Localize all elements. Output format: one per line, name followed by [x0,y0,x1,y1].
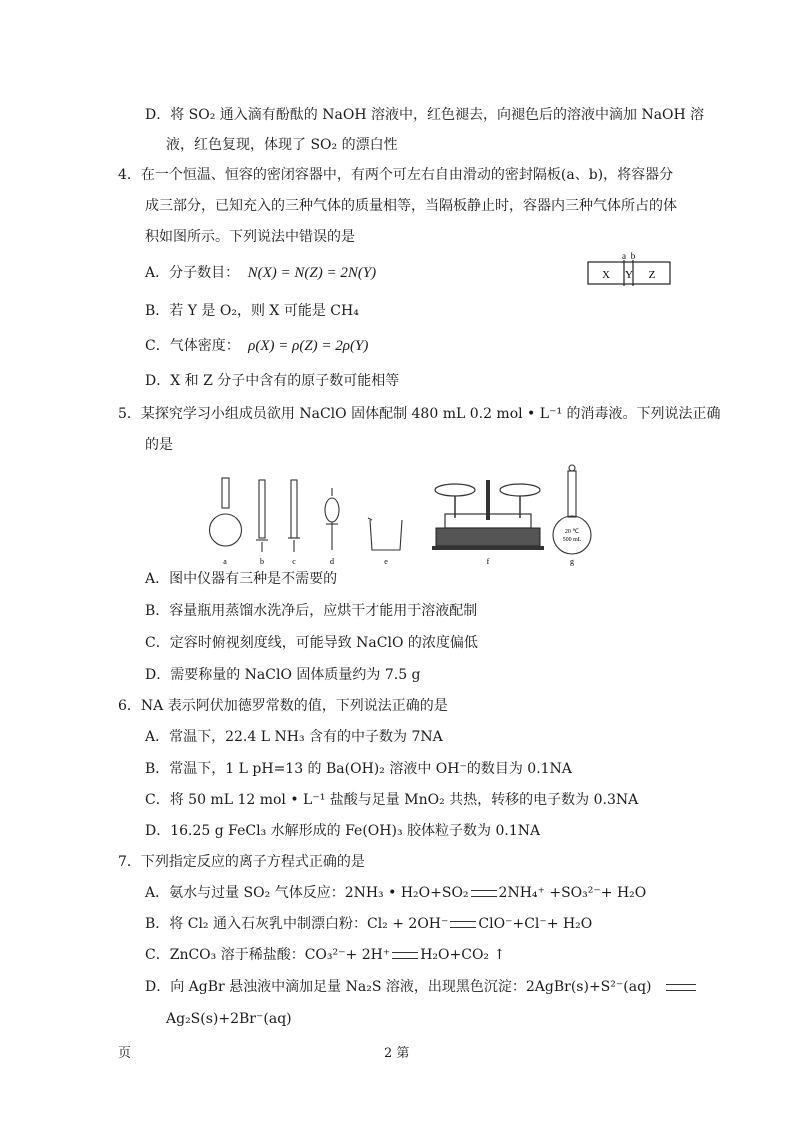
q4-stem-line3: 积如图所示。下列说法中错误的是 [145,229,355,245]
separatory-funnel-icon [325,488,339,550]
partition-label-a: a [622,251,626,261]
round-flask-icon [210,478,242,546]
q5-option-d: D．需要称量的 NaClO 固体质量约为 7.5 g [145,667,421,683]
q4-option-c [145,337,368,355]
q7-option-b-left: B．将 Cl₂ 通入石灰乳中制漂白粉：Cl₂ + 2OH⁻ [145,916,449,932]
q7-option-d-line1 [145,978,698,996]
flask-volume-label: 500 mL [562,537,582,543]
partition-label-b: b [630,251,636,261]
q7-option-d-line2: Ag₂S(s)+2Br⁻(aq) [166,1011,292,1027]
q6-option-c: C．将 50 mL 12 mol • L⁻¹ 盐酸与足量 MnO₂ 共热，转移的电子数为 0.3NA [145,792,639,808]
cell-x: X [602,269,610,281]
q4-stem-line2: 成三部分，已知充入的三种气体的质量相等，当隔板静止时，容器内三种气体所占的体 [145,198,677,214]
q3-option-d-line1: D．将 SO₂ 通入滴有酚酞的 NaOH 溶液中，红色褪去，向褪色后的溶液中滴加 NaOH 溶 [145,107,705,123]
q7-option-c-right: H₂O+CO₂ ↑ [420,947,506,963]
q5-stem-line2: 的是 [145,437,173,453]
apparatus-letter-labels [223,557,574,566]
q7-option-b [145,915,592,933]
equals-sign-icon [471,890,497,897]
burette-icon [256,480,268,552]
q7-option-a [145,884,646,902]
q4-option-c-equation: ρ(X) = ρ(Z) = 2ρ(Y) [248,338,369,354]
equals-sign-icon [450,921,476,928]
q7-option-c-left: C．ZnCO₃ 溶于稀盐酸：CO₃²⁻+ 2H⁺ [145,947,391,963]
q7-option-c [145,946,505,964]
equals-sign-icon [666,984,696,991]
beaker-icon [368,518,402,550]
q6-option-a: A．常温下，22.4 L NH₃ 含有的中子数为 7NA [145,729,443,745]
burette-icon [288,480,300,552]
cell-y: Y [625,269,633,281]
cell-z: Z [648,269,656,281]
q4-option-d: D．X 和 Z 分子中含有的原子数可能相等 [145,373,400,389]
page-number: 2 第 [384,1046,410,1061]
q4-option-a-equation: N(X) = N(Z) = 2N(Y) [247,265,377,281]
balance-scale-icon [432,480,544,550]
footer-left: 页 [118,1046,132,1061]
volumetric-flask-icon [553,465,591,554]
apparatus-label-b: b [260,557,264,566]
q6-option-b: B．常温下，1 L pH=13 的 Ba(OH)₂ 溶液中 OH⁻的数目为 0.1NA [145,761,572,777]
q5-option-c: C．定容时俯视刻度线，可能导致 NaClO 的浓度偏低 [145,635,478,651]
flask-temperature-label: 20 ℃ [564,529,580,535]
q3-option-d-line2: 液，红色复现，体现了 SO₂ 的漂白性 [166,137,398,153]
q4-option-a [145,264,376,282]
apparatus-label-g: g [570,557,574,566]
q5-option-b: B．容量瓶用蒸馏水洗净后，应烘干才能用于溶液配制 [145,603,478,619]
q6-option-d: D．16.25 g FeCl₃ 水解形成的 Fe(OH)₃ 胶体粒子数为 0.1NA [145,823,541,839]
q7-option-d-left: D．向 AgBr 悬浊液中滴加足量 Na₂S 溶液，出现黑色沉淀：2AgBr(s)+S²⁻(aq) [145,979,652,995]
q6-stem: 6．NA 表示阿伏加德罗常数的值，下列说法正确的是 [118,698,448,714]
apparatus-figure [200,460,600,568]
apparatus-label-a: a [223,557,227,566]
q7-option-a-right: 2NH₄⁺ +SO₃²⁻+ H₂O [498,885,647,901]
q5-stem-line1: 5．某探究学习小组成员欲用 NaClO 固体配制 480 mL 0.2 mol • L⁻¹ 的消毒液。下列说法正确 [118,406,721,422]
q4-stem-line1: 4．在一个恒温、恒容的密闭容器中，有两个可左右自由滑动的密封隔板(a、b)，将容器分 [118,167,674,183]
q5-option-a: A．图中仪器有三种是不需要的 [145,571,338,587]
q4-option-a-label: A．分子数目： [145,265,240,281]
q7-option-a-left: A．氨水与过量 SO₂ 气体反应：2NH₃ • H₂O+SO₂ [145,885,469,901]
apparatus-label-e: e [384,557,388,566]
apparatus-label-c: c [292,557,296,566]
apparatus-label-d: d [330,557,334,566]
q4-option-b: B．若 Y 是 O₂，则 X 可能是 CH₄ [145,303,359,319]
q4-option-c-label: C．气体密度： [145,338,240,354]
q7-option-b-right: ClO⁻+Cl⁻+ H₂O [478,916,593,932]
q7-stem: 7．下列指定反应的离子方程式正确的是 [118,854,365,870]
equals-sign-icon [392,952,418,959]
container-figure [586,250,674,288]
apparatus-label-f: f [486,557,490,566]
